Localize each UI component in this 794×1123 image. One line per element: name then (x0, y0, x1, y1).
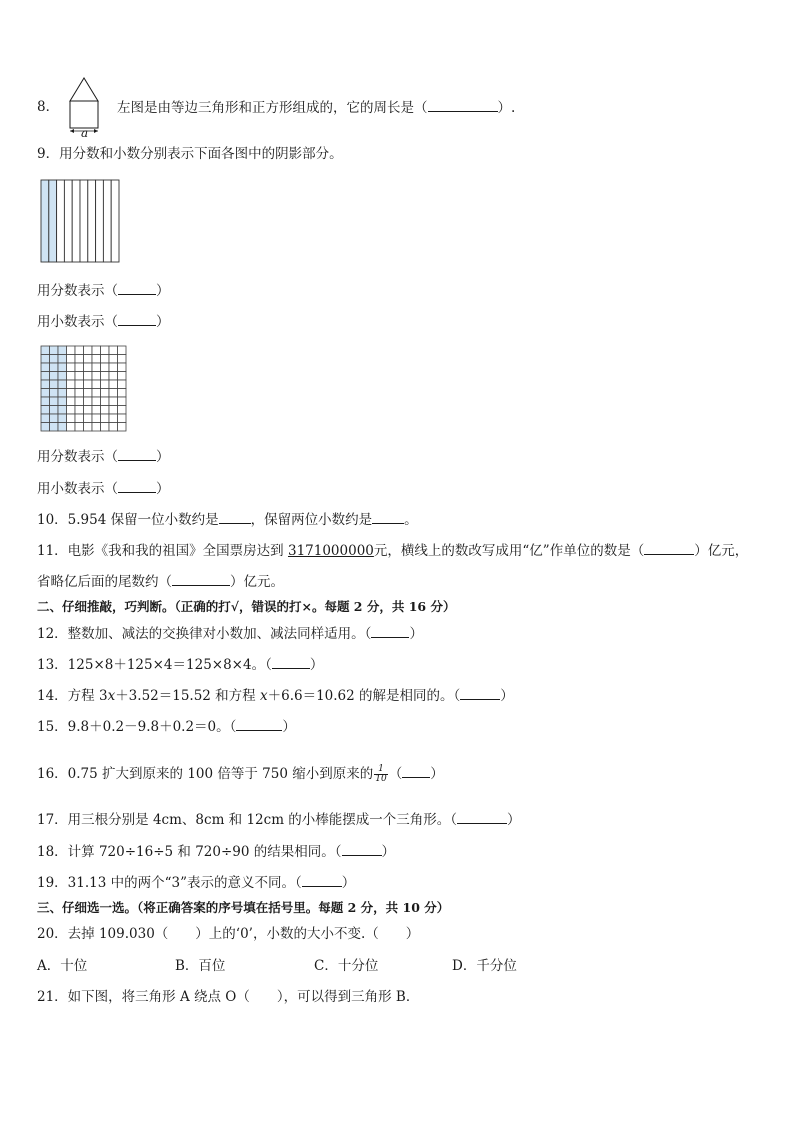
option-a[interactable]: A．十位 (37, 958, 88, 974)
answer-blank[interactable] (118, 312, 156, 326)
grid-cell (118, 380, 127, 389)
grid-cell (109, 363, 118, 372)
grid-cell (101, 380, 110, 389)
question-18: 18．计算 720÷16÷5 和 720÷90 的结果相同。（ ） (37, 844, 396, 860)
shaded-cell (41, 346, 50, 355)
grid-cell (67, 414, 76, 423)
grid-cell (84, 355, 93, 364)
question-11-cont: 省略亿后面的尾数约（ ）亿元。 (37, 574, 284, 590)
answer-blank[interactable] (172, 572, 230, 586)
shaded-cell (50, 380, 59, 389)
question-15: 15．9.8＋0.2－9.8＋0.2＝0。（ ） (37, 719, 296, 735)
grid-cell (92, 397, 101, 406)
strip (72, 180, 80, 262)
shaded-cell (58, 389, 67, 398)
shaded-cell (41, 414, 50, 423)
question-14: 14．方程 3x＋3.52＝15.52 和方程 x＋6.6＝10.62 的解是相同的。（ ） (37, 688, 514, 704)
side-label: a (81, 126, 89, 138)
option-c[interactable]: C．十分位 (314, 958, 379, 974)
grid-cell (67, 397, 76, 406)
shaded-cell (50, 372, 59, 381)
answer-blank[interactable] (644, 541, 694, 555)
shaded-cell (41, 355, 50, 364)
fraction: $\frac{1}{10}$ (375, 764, 387, 784)
fig1-fraction-line: 用分数表示（ ） (37, 283, 170, 299)
grid-cell (75, 414, 84, 423)
grid-cell (75, 406, 84, 415)
shaded-strip (49, 180, 57, 262)
grid-cell (92, 380, 101, 389)
grid-cell (118, 406, 127, 415)
answer-blank[interactable] (457, 810, 507, 824)
grid-cell (118, 346, 127, 355)
grid-cell (101, 346, 110, 355)
grid-cell (109, 346, 118, 355)
answer-blank[interactable] (342, 842, 382, 856)
strip (80, 180, 88, 262)
strip (64, 180, 72, 262)
question-10: 10．5.954 保留一位小数约是 ，保留两位小数约是 。 (37, 512, 418, 528)
grid-cell (84, 346, 93, 355)
grid-cell (67, 346, 76, 355)
shaded-strip (41, 180, 49, 262)
shaded-cell (50, 355, 59, 364)
grid-cell (109, 380, 118, 389)
grid-cell (75, 423, 84, 432)
strip (103, 180, 111, 262)
grid-cell (75, 372, 84, 381)
grid-cell (101, 389, 110, 398)
question-11: 11．电影《我和我的祖国》全国票房达到 3171000000元，横线上的数改写成用“亿”作单位的数是（ ）亿元， (37, 543, 749, 559)
question-12: 12．整数加、减法的交换律对小数加、减法同样适用。（ ） (37, 626, 423, 642)
strip-grid-figure (40, 179, 120, 263)
grid-cell (92, 363, 101, 372)
section-3-heading: 三、仔细选一选。（将正确答案的序号填在括号里。每题 2 分，共 10 分） (37, 900, 450, 915)
grid-cell (75, 346, 84, 355)
question-13: 13．125×8＋125×4＝125×8×4。（ ） (37, 657, 324, 673)
question-8 (37, 98, 59, 116)
answer-blank[interactable] (118, 281, 156, 295)
grid-cell (118, 355, 127, 364)
grid-cell (109, 372, 118, 381)
question-17: 17．用三根分别是 4cm、8cm 和 12cm 的小棒能摆成一个三角形。（ ） (37, 812, 521, 828)
grid-cell (92, 346, 101, 355)
answer-blank[interactable] (371, 624, 409, 638)
grid-cell (75, 397, 84, 406)
grid-cell (75, 363, 84, 372)
hundred-grid-figure (40, 345, 127, 432)
grid-cell (92, 406, 101, 415)
question-number: 8． (37, 99, 60, 115)
shaded-cell (58, 414, 67, 423)
grid-cell (84, 380, 93, 389)
question-9-title: 9．用分数和小数分别表示下面各图中的阴影部分。 (37, 146, 343, 162)
question-21: 21．如下图，将三角形 A 绕点 O（ ），可以得到三角形 B． (37, 989, 420, 1005)
grid-cell (101, 414, 110, 423)
question-19: 19．31.13 中的两个“3”表示的意义不同。（ ） (37, 875, 356, 891)
grid-cell (118, 389, 127, 398)
triangle-square-figure (62, 76, 112, 138)
grid-cell (101, 423, 110, 432)
grid-cell (118, 423, 127, 432)
grid-cell (92, 372, 101, 381)
grid-cell (109, 423, 118, 432)
question-8-text: 左图是由等边三角形和正方形组成的，它的周长是（ ）. (117, 100, 516, 116)
grid-cell (101, 355, 110, 364)
strip (111, 180, 119, 262)
answer-blank[interactable] (118, 447, 156, 461)
grid-cell (92, 414, 101, 423)
option-b[interactable]: B．百位 (175, 958, 226, 974)
underlined-number: 3171000000 (287, 543, 374, 559)
question-16: 16．0.75 扩大到原来的 100 倍等于 750 缩小到原来的 $\frac{1}{10}$ （ ） (37, 764, 444, 784)
answer-blank[interactable] (428, 98, 498, 112)
shaded-cell (50, 346, 59, 355)
shaded-cell (50, 423, 59, 432)
grid-cell (109, 397, 118, 406)
grid-cell (118, 414, 127, 423)
grid-cell (84, 423, 93, 432)
grid-cell (84, 389, 93, 398)
grid-cell (92, 423, 101, 432)
shaded-cell (41, 380, 50, 389)
shaded-cell (41, 406, 50, 415)
section-2-heading: 二、仔细推敲，巧判断。（正确的打√，错误的打×。每题 2 分，共 16 分） (37, 599, 456, 614)
shaded-cell (58, 406, 67, 415)
grid-cell (84, 372, 93, 381)
strip (88, 180, 96, 262)
grid-cell (118, 372, 127, 381)
grid-cell (67, 363, 76, 372)
shaded-cell (41, 389, 50, 398)
shaded-cell (50, 397, 59, 406)
shaded-cell (58, 423, 67, 432)
shaded-cell (50, 389, 59, 398)
grid-cell (67, 380, 76, 389)
shaded-cell (50, 406, 59, 415)
grid-cell (101, 406, 110, 415)
grid-cell (67, 372, 76, 381)
shaded-cell (58, 372, 67, 381)
answer-blank[interactable] (302, 873, 342, 887)
answer-blank[interactable] (219, 510, 251, 524)
grid-cell (109, 406, 118, 415)
grid-cell (109, 414, 118, 423)
shaded-cell (58, 355, 67, 364)
answer-blank[interactable] (118, 479, 156, 493)
grid-cell (92, 355, 101, 364)
grid-cell (67, 406, 76, 415)
grid-cell (109, 389, 118, 398)
question-20: 20．去掉 109.030（ ）上的‘0’，小数的大小不变.（ ） (37, 926, 420, 942)
answer-blank[interactable] (272, 655, 310, 669)
shaded-cell (58, 346, 67, 355)
shaded-cell (50, 414, 59, 423)
grid-cell (118, 363, 127, 372)
grid-cell (67, 423, 76, 432)
grid-cell (84, 397, 93, 406)
grid-cell (118, 397, 127, 406)
answer-blank[interactable] (372, 510, 404, 524)
grid-cell (101, 372, 110, 381)
shaded-cell (41, 423, 50, 432)
shaded-cell (41, 397, 50, 406)
shaded-cell (41, 363, 50, 372)
grid-cell (109, 355, 118, 364)
grid-cell (84, 363, 93, 372)
grid-cell (75, 389, 84, 398)
option-d[interactable]: D．千分位 (452, 958, 517, 974)
grid-cell (101, 363, 110, 372)
grid-cell (67, 355, 76, 364)
fig1-decimal-line: 用小数表示（ ） (37, 314, 170, 330)
answer-blank[interactable] (236, 717, 282, 731)
shaded-cell (58, 363, 67, 372)
grid-cell (84, 406, 93, 415)
shaded-cell (41, 372, 50, 381)
fig2-fraction-line: 用分数表示（ ） (37, 449, 170, 465)
grid-cell (84, 414, 93, 423)
shaded-cell (58, 397, 67, 406)
fig2-decimal-line: 用小数表示（ ） (37, 481, 170, 497)
grid-cell (75, 380, 84, 389)
strip (57, 180, 65, 262)
grid-cell (101, 397, 110, 406)
grid-cell (75, 355, 84, 364)
strip (96, 180, 104, 262)
shaded-cell (50, 363, 59, 372)
shaded-cell (58, 380, 67, 389)
grid-cell (67, 389, 76, 398)
answer-blank[interactable] (402, 764, 430, 778)
grid-cell (92, 389, 101, 398)
answer-blank[interactable] (460, 686, 500, 700)
